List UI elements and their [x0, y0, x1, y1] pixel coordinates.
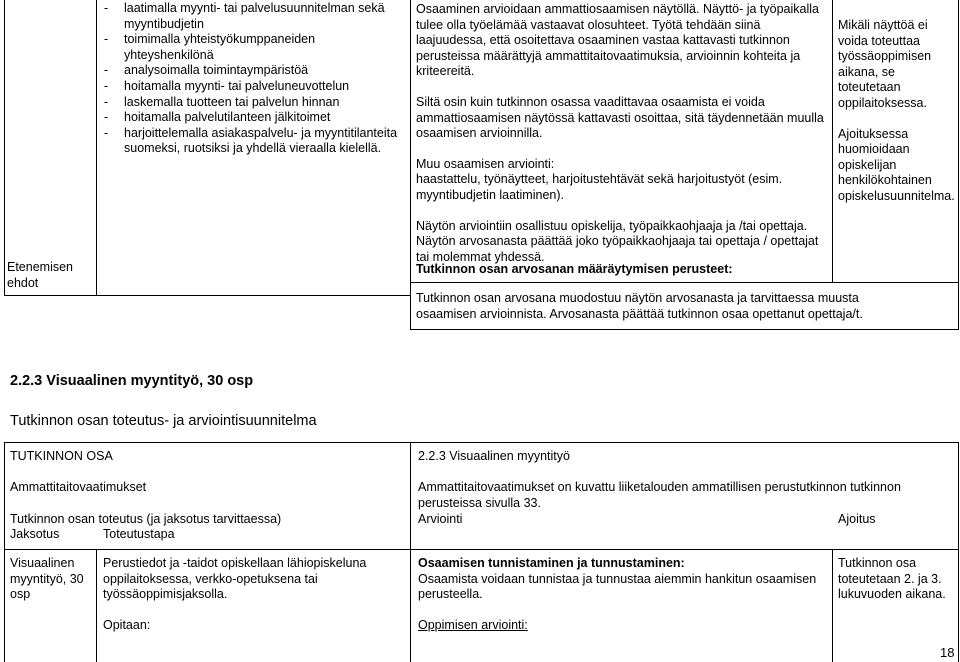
recognition-body: Osaamista voidaan tunnistaa ja tunnustaa aiemmin hankitun osaamisen perusteella.: [418, 571, 817, 602]
timing-cell: Tutkinnon osa toteutetaan 2. ja 3. lukuvuoden aikana.: [838, 556, 946, 602]
side-note: [838, 18, 956, 205]
table-border: [958, 442, 959, 662]
implementation-label: Tutkinnon osan toteutus (ja jaksotus tarvittaessa): [10, 512, 282, 526]
table-border: [4, 295, 411, 296]
table-border: [4, 442, 959, 443]
requirements-label: Ammattitaitovaatimukset: [10, 480, 147, 494]
assessment-paragraph: Näytön arviointiin osallistuu opiskelija, työpaikkaohjaaja ja /tai opettaja. Näytön arvosanasta päättää joko työpaikkaohjaaja tai opettaja / opettajat tai molemmat yhdessä.: [416, 218, 819, 264]
list-item: - hoitamalla palvelutilanteen jälkitoimet: [100, 110, 406, 126]
list-item: - laskemalla tuotteen tai palvelun hinnan: [100, 95, 406, 111]
row-label: Etenemisen ehdot: [7, 260, 74, 290]
table-border: [96, 549, 97, 662]
other-assessment-title: Muu osaamisen arviointi:: [416, 156, 555, 171]
recognition-title: Osaamisen tunnistaminen ja tunnustaminen:: [418, 556, 685, 570]
table-border: [832, 0, 833, 282]
unit-label: TUTKINNON OSA: [10, 449, 113, 463]
table-border: [410, 442, 411, 662]
other-assessment-body: haastattelu, työnäytteet, harjoitustehtävät sekä harjoitustyöt (esim. myyntibudjetin laatiminen).: [416, 172, 783, 202]
table-border: [4, 549, 959, 550]
timing-header: Ajoitus: [838, 512, 876, 526]
assessment-paragraph: Siltä osin kuin tutkinnon osassa vaadittavaa osaamista ei voida ammattiosaamisen näytössä kattavasti osoittaa, sitä täydennetään muulla osaamisen arvioinnilla.: [416, 94, 824, 141]
side-note-paragraph: Ajoituksessa huomioidaan opiskelijan henkilökohtainen opiskelusuunnitelma.: [838, 126, 955, 203]
learn-label: Opitaan:: [103, 617, 151, 632]
assessment-header: Arviointi: [418, 512, 463, 526]
assessment-paragraph: Osaaminen arvioidaan ammattiosaamisen näytöllä. Näyttö- ja työpaikalla tulee olla työelämää vastaavat olosuhteet. Työtä tehdään siinä laajuudessa, että osoitettava osaaminen vastaa kattavasti tutkinnon perusteissa määrättyjä ammattitaitovaatimuksia, arvioinnin kohteita ja kriteereitä.: [416, 2, 819, 79]
implementation-header: Toteutustapa: [103, 527, 175, 541]
grade-heading: Tutkinnon osan arvosanan määräytymisen perusteet:: [416, 262, 733, 276]
implementation-cell: [103, 556, 403, 633]
assessment-text: [416, 2, 828, 265]
table-border: [410, 0, 411, 330]
assessment-cell: [418, 556, 828, 633]
list-item: - harjoittelemalla asiakaspalvelu- ja myyntitilanteita suomeksi, ruotsiksi ja yhdellä vieraalla kielellä.: [100, 126, 406, 157]
unit-value: 2.2.3 Visuaalinen myyntityö: [418, 449, 570, 463]
page-number: 18: [940, 645, 955, 660]
list-item: - toimimalla yhteistyökumppaneiden yhteyshenkilönä: [100, 32, 406, 63]
section-subheading: Tutkinnon osan toteutus- ja arviointisuunnitelma: [10, 413, 317, 429]
table-border: [832, 549, 833, 662]
table-border: [958, 0, 959, 330]
table-border: [4, 442, 5, 662]
table-border: [410, 329, 959, 330]
bullet-list: [100, 1, 406, 157]
section-heading: 2.2.3 Visuaalinen myyntityö, 30 osp: [10, 373, 254, 389]
list-item: - laatimalla myynti- tai palvelusuunnitelman sekä myyntibudjetin: [100, 1, 406, 32]
table-border: [4, 0, 5, 295]
period-header: Jaksotus: [10, 527, 60, 541]
implementation-paragraph: Perustiedot ja -taidot opiskellaan lähiopiskeluna oppilaitoksessa, verkko-opetuksena tai työssäoppimisjaksolla.: [103, 556, 367, 602]
requirements-value: Ammattitaitovaatimukset on kuvattu liiketalouden ammatillisen perustutkinnon tutkinnon perusteissa sivulla 33.: [418, 480, 901, 510]
table-border: [410, 282, 959, 283]
grade-body: Tutkinnon osan arvosana muodostuu näytön arvosanasta ja tarvittaessa muusta osaamisen arvioinnista. Arvosanasta päättää tutkinnon osaa opettanut opettaja/t.: [416, 291, 863, 321]
table-border: [96, 0, 97, 295]
list-item: - analysoimalla toimintaympäristöä: [100, 63, 406, 79]
side-note-paragraph: Mikäli näyttöä ei voida toteuttaa työssäoppimisen aikana, se toteutetaan oppilaitoksessa.: [838, 18, 932, 110]
list-item: - hoitamalla myynti- tai palveluneuvottelun: [100, 79, 406, 95]
period-cell: Visuaalinen myyntityö, 30 osp: [10, 556, 84, 602]
learning-assessment-label: Oppimisen arviointi:: [418, 617, 528, 632]
